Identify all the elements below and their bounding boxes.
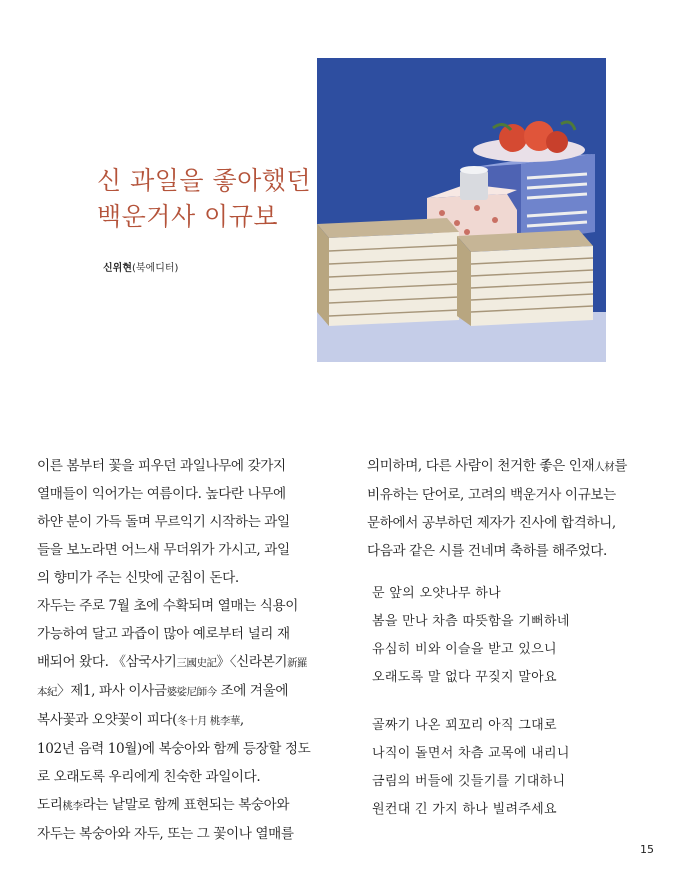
poem-line: 원컨대 긴 가지 하나 빌려주세요 xyxy=(372,802,557,817)
paragraph-line: 다음과 같은 시를 건네며 축하를 해주었다. xyxy=(367,543,607,559)
paragraph-line: 자두는 주로 7월 초에 수확되며 열매는 식용이 xyxy=(37,598,298,614)
paragraph-line: 도리桃李라는 낱말로 함께 표현되는 복숭아와 xyxy=(37,797,290,813)
paragraph-line: 의 향미가 주는 신맛에 군침이 돈다. xyxy=(37,570,239,586)
peach-3 xyxy=(546,131,568,153)
poem-line: 문 앞의 오얏나무 하나 xyxy=(372,586,502,601)
paragraph-line: 열매들이 익어가는 여름이다. 높다란 나무에 xyxy=(37,486,286,502)
poem-line: 봄을 만나 차츰 따뜻함을 기뻐하네 xyxy=(372,614,570,629)
paragraph-line: 들을 보노라면 어느새 무더위가 가시고, 과일 xyxy=(37,542,290,558)
paragraph-line: 배되어 왔다. 《삼국사기三國史記》〈신라본기新羅 xyxy=(37,654,308,670)
paragraph-line: 문하에서 공부하던 제자가 진사에 합격하니, xyxy=(367,515,616,531)
title-line-2: 백운거사 이규보 xyxy=(97,202,278,231)
paragraph-line: 자두는 복숭아와 자두, 또는 그 꽃이나 열매를 xyxy=(37,826,294,842)
byline xyxy=(103,259,178,274)
paragraph-line: 비유하는 단어로, 고려의 백운거사 이규보는 xyxy=(367,487,616,503)
title-line-1: 신 과일을 좋아했던 xyxy=(97,166,312,195)
paragraph-line: 하얀 분이 가득 돌며 무르익기 시작하는 과일 xyxy=(37,514,290,530)
poem-line: 오래도록 말 없다 꾸짖지 말아요 xyxy=(372,670,557,685)
poem-line: 유심히 비와 이슬을 받고 있으니 xyxy=(372,642,557,657)
paragraph-line: 102년 음력 10월)에 복숭아와 함께 등장할 정도 xyxy=(37,741,311,757)
poem-line: 금림의 버들에 깃들기를 기대하니 xyxy=(372,774,566,789)
paragraph-line: 로 오래도록 우리에게 친숙한 과일이다. xyxy=(37,769,261,785)
article-title xyxy=(97,163,311,235)
books-and-fruit-illustration xyxy=(317,58,606,362)
poem-line: 나직이 돌면서 차츰 교목에 내리니 xyxy=(372,746,570,761)
page-number: 15 xyxy=(640,843,654,856)
paragraph-line: 本紀〉제1, 파사 이사금婆娑尼師今 조에 겨울에 xyxy=(37,683,289,699)
body-column-left xyxy=(37,452,339,848)
cup xyxy=(460,170,488,200)
paragraph-line: 이른 봄부터 꽃을 피우던 과일나무에 갖가지 xyxy=(37,458,286,474)
paragraph-line: 가능하여 달고 과즙이 많아 예로부터 널리 재 xyxy=(37,626,290,642)
poem-stanza-1 xyxy=(372,580,672,692)
poem-stanza-2 xyxy=(372,712,672,824)
paragraph-line: 복사꽃과 오얏꽃이 피다(冬十月 桃李華, xyxy=(37,712,244,728)
author-affiliation: (북에디터) xyxy=(131,263,179,274)
paragraph-line: 의미하며, 다른 사람이 천거한 좋은 인재人材를 xyxy=(367,458,627,474)
body-column-right xyxy=(367,452,667,565)
author-name: 신위현 xyxy=(103,263,132,274)
poem-line: 골짜기 나온 꾀꼬리 아직 그대로 xyxy=(372,718,557,733)
peach-1 xyxy=(499,124,527,152)
